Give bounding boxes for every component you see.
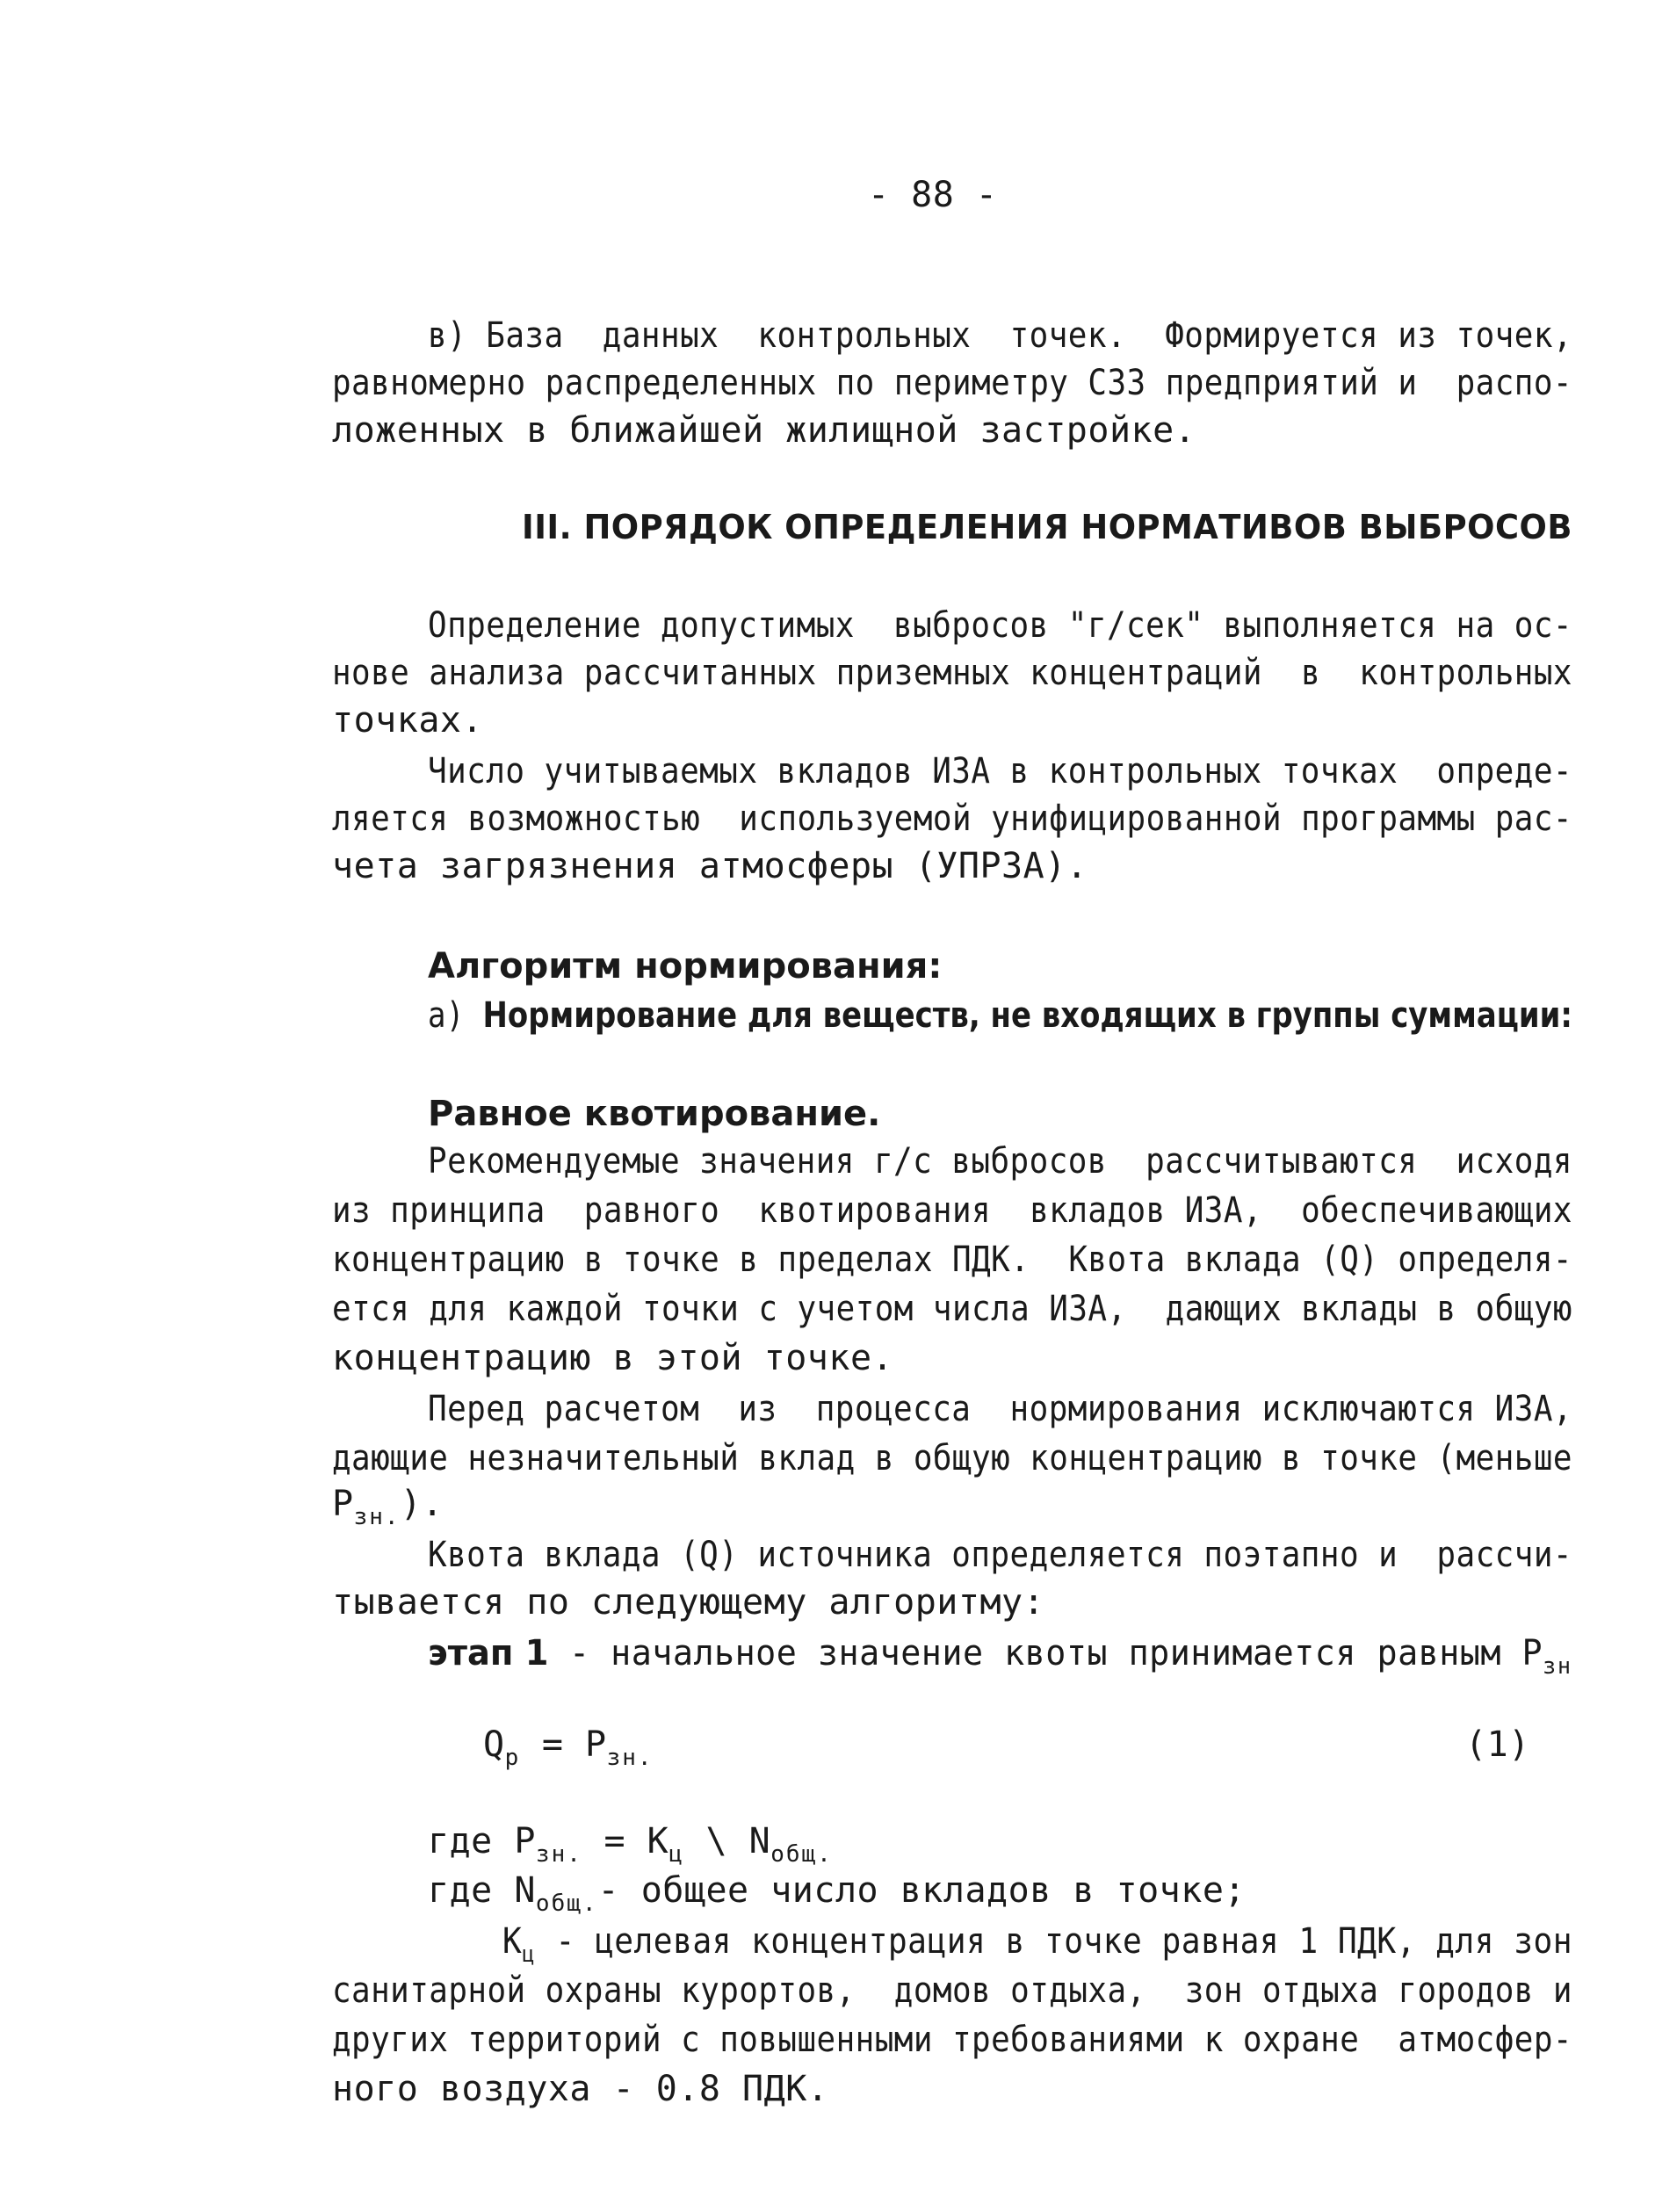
where-1-sub-3: общ.	[770, 1841, 833, 1868]
kc-line-1-text: - целевая концентрация в точке равная 1 ПДК, для зон	[536, 1921, 1572, 1962]
algorithm-item-a-prefix: а)	[428, 995, 483, 1036]
section-heading: III. ПОРЯДОК ОПРЕДЕЛЕНИЯ НОРМАТИВОВ ВЫБРОСОВ	[522, 508, 1572, 546]
para3-line-3: концентрацию в точке в пределах ПДК. Квота вклада (Q) определя-	[332, 1240, 1572, 1280]
stage-1	[428, 1630, 1572, 1680]
para4-line-3	[332, 1481, 444, 1530]
kc-symbol: K	[502, 1921, 523, 1962]
para3-line-5: концентрацию в этой точке.	[332, 1338, 894, 1378]
page-number: - 88 -	[868, 175, 998, 215]
where-line-2	[428, 1868, 1247, 1917]
where-line-1	[428, 1818, 833, 1868]
kc-line-1	[502, 1919, 1572, 1968]
para4-line-3-tail: ).	[400, 1484, 444, 1524]
para5-line-1: Квота вклада (Q) источника определяется поэтапно и рассчи-	[428, 1535, 1572, 1575]
kc-line-4: ного воздуха - 0.8 ПДК.	[332, 2069, 829, 2109]
section-v-line-1: в) База данных контрольных точек. Формируется из точек,	[428, 315, 1572, 356]
formula-1-number: (1)	[1465, 1724, 1530, 1765]
para3-line-2: из принципа равного квотирования вкладов ИЗА, обеспечивающих	[332, 1190, 1572, 1231]
para4-line-1: Перед расчетом из процесса нормирования исключаются ИЗА,	[428, 1389, 1572, 1429]
stage-1-text: - начальное значение квоты принимается равным P	[548, 1633, 1543, 1673]
algorithm-title: Алгоритм нормирования:	[428, 946, 943, 987]
where-1-mid-2: \ N	[683, 1821, 771, 1861]
formula-1-lhs-subscript: р	[504, 1745, 521, 1771]
where-2-text: - общее число вкладов в точке;	[597, 1870, 1247, 1911]
section-v-line-3: ложенных в ближайшей жилищной застройке.	[332, 410, 1196, 451]
p-zn-subscript: зн.	[353, 1504, 401, 1530]
where-1-mid: = K	[582, 1821, 669, 1861]
formula-1-eq: = P	[520, 1724, 607, 1765]
algorithm-item-a-text: Нормирование для веществ, не входящих в группы суммации:	[482, 995, 1572, 1036]
stage-1-label: этап 1	[428, 1633, 549, 1673]
p-zn-symbol: P	[332, 1484, 354, 1524]
kc-subscript: ц	[522, 1941, 537, 1968]
formula-1-rhs-subscript: зн.	[606, 1745, 654, 1771]
where-2-sub: общ.	[535, 1890, 598, 1917]
para2-line-3: чета загрязнения атмосферы (УПРЗА).	[332, 846, 1088, 886]
para3-line-1: Рекомендуемые значения г/с выбросов рассчитываются исходя	[428, 1141, 1572, 1182]
para1-line-2: нове анализа рассчитанных приземных концентраций в контрольных	[332, 653, 1572, 693]
where-1-sub-1: зн.	[535, 1841, 582, 1868]
para2-line-2: ляется возможностью используемой унифицированной программы рас-	[332, 799, 1572, 839]
where-2-prefix: где N	[428, 1870, 536, 1911]
para4-line-2: дающие незначительный вклад в общую концентрацию в точке (меньше	[332, 1438, 1572, 1478]
stage-1-subscript: зн	[1543, 1653, 1572, 1680]
para2-line-1: Число учитываемых вкладов ИЗА в контрольных точках опреде-	[428, 751, 1572, 792]
formula-1-lhs: Q	[483, 1724, 505, 1765]
kc-line-3: других территорий с повышенными требованиями к охране атмосфер-	[332, 2020, 1572, 2060]
para3-line-4: ется для каждой точки с учетом числа ИЗА, дающих вклады в общую	[332, 1289, 1572, 1329]
para1-line-3: точках.	[332, 700, 484, 741]
quota-title: Равное квотирование.	[428, 1094, 881, 1134]
where-1-sub-2: ц	[669, 1841, 684, 1868]
algorithm-item-a	[428, 993, 1572, 1038]
formula-1	[483, 1722, 654, 1771]
where-1-prefix: где P	[428, 1821, 536, 1861]
section-v-line-2: равномерно распределенных по периметру СЗЗ предприятий и распо-	[332, 363, 1572, 403]
para5-line-2: тывается по следующему алгоритму:	[332, 1582, 1045, 1623]
kc-line-2: санитарной охраны курортов, домов отдыха, зон отдыха городов и	[332, 1970, 1572, 2011]
para1-line-1: Определение допустимых выбросов "г/сек" выполняется на ос-	[428, 605, 1572, 646]
